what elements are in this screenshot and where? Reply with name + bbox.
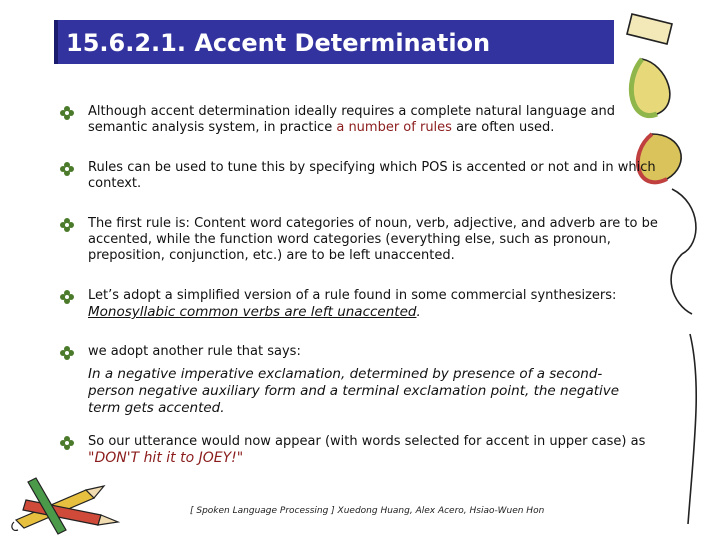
bullet-text: Although accent determination ideally requires a complete natural language and semantic analysis system, in practice a number of rules are often used. bbox=[88, 104, 616, 135]
title-bar bbox=[54, 20, 614, 64]
bullet-text: Rules can be used to tune this by specifying which POS is accented or not and in which context. bbox=[88, 160, 656, 191]
slide-title: 15.6.2.1. Accent Determination bbox=[66, 29, 491, 57]
diamond-clover-bullet-icon bbox=[60, 346, 74, 360]
diamond-clover-bullet-icon bbox=[60, 290, 74, 304]
bullet-text: we adopt another rule that says: In a negative imperative exclamation, determined by presence of a second-person negative auxiliary form and a terminal exclamation point, the negative term gets accented. bbox=[88, 344, 668, 417]
diamond-clover-bullet-icon bbox=[60, 162, 74, 176]
bullet-text: Let’s adopt a simplified version of a rule found in some commercial synthesizers: Monosyllabic common verbs are left unaccented. bbox=[88, 288, 617, 320]
highlight-text: a number of rules bbox=[336, 120, 452, 135]
diamond-clover-bullet-icon bbox=[60, 436, 74, 450]
rule-text: In a negative imperative exclamation, determined by presence of a second-person negative auxiliary form and a terminal exclamation point, the negative term gets accented. bbox=[88, 366, 620, 416]
footer-citation: [ Spoken Language Processing ] Xuedong Huang, Alex Acero, Hsiao-Wuen Hon bbox=[190, 506, 545, 516]
quoted-utterance: "DON'T hit it to JOEY!" bbox=[88, 450, 244, 466]
rule-text: Monosyllabic common verbs are left unaccented bbox=[88, 304, 417, 320]
diamond-clover-bullet-icon bbox=[60, 218, 74, 232]
pencils-clipart-icon bbox=[6, 470, 126, 538]
diamond-clover-bullet-icon bbox=[60, 106, 74, 120]
bullet-text: The first rule is: Content word categories of noun, verb, adjective, and adverb are to be accented, while the function word categories (everything else, such as pronoun, preposition, conjunction, etc.) are to be left unaccented. bbox=[88, 216, 658, 263]
bullet-text: So our utterance would now appear (with words selected for accent in upper case) as "DON'T hit it to JOEY!" bbox=[88, 434, 646, 466]
